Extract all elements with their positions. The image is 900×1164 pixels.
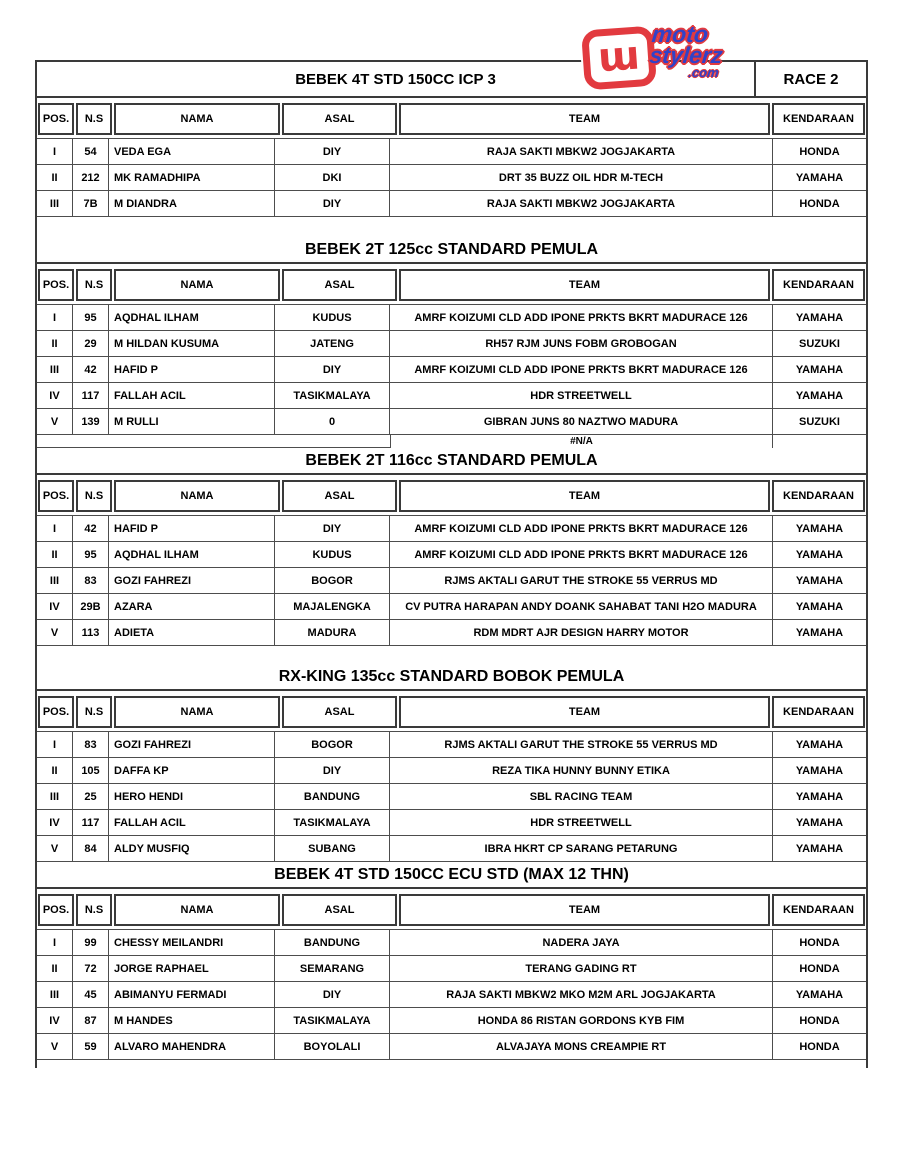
cell-kendaraan: HONDA xyxy=(773,139,866,165)
cell-team: HONDA 86 RISTAN GORDONS KYB FIM xyxy=(390,1008,773,1034)
table-row xyxy=(37,305,866,331)
table-row xyxy=(37,139,866,165)
cell-ns: 83 xyxy=(73,568,109,594)
table-body xyxy=(37,138,866,217)
column-header-kendaraan: KENDARAAN xyxy=(772,480,865,512)
table-title: BEBEK 2T 125cc STANDARD PEMULA xyxy=(37,237,866,264)
cell-pos: I xyxy=(37,305,73,331)
table-row xyxy=(37,383,866,409)
cell-kendaraan: YAMAHA xyxy=(773,568,866,594)
cell-asal: SUBANG xyxy=(275,836,390,862)
cell-nama: HAFID P xyxy=(109,516,275,542)
cell-ns: 72 xyxy=(73,956,109,982)
table-row xyxy=(37,982,866,1008)
table-title: BEBEK 2T 116cc STANDARD PEMULA xyxy=(37,448,866,475)
cell-nama: ALDY MUSFIQ xyxy=(109,836,275,862)
cell-nama: ALVARO MAHENDRA xyxy=(109,1034,275,1060)
cell-pos: IV xyxy=(37,1008,73,1034)
table-row xyxy=(37,732,866,758)
cell-ns: 95 xyxy=(73,305,109,331)
cell-team: RJMS AKTALI GARUT THE STROKE 55 VERRUS MD xyxy=(390,732,773,758)
cell-team: RDM MDRT AJR DESIGN HARRY MOTOR xyxy=(390,620,773,646)
cell-nama: VEDA EGA xyxy=(109,139,275,165)
cell-team: RAJA SAKTI MBKW2 MKO M2M ARL JOGJAKARTA xyxy=(390,982,773,1008)
cell-nama: AQDHAL ILHAM xyxy=(109,305,275,331)
column-header-ns: N.S xyxy=(76,894,112,926)
cell-ns: 87 xyxy=(73,1008,109,1034)
cell-asal: BOGOR xyxy=(275,732,390,758)
cell-kendaraan: YAMAHA xyxy=(773,982,866,1008)
cell-nama: M RULLI xyxy=(109,409,275,435)
cell-asal: KUDUS xyxy=(275,542,390,568)
cell-team: RAJA SAKTI MBKW2 JOGJAKARTA xyxy=(390,191,773,217)
cell-team: NADERA JAYA xyxy=(390,930,773,956)
cell-nama: AZARA xyxy=(109,594,275,620)
cell-pos: V xyxy=(37,1034,73,1060)
cell-asal: TASIKMALAYA xyxy=(275,1008,390,1034)
column-header-kendaraan: KENDARAAN xyxy=(772,696,865,728)
cell-pos: I xyxy=(37,139,73,165)
cell-pos: III xyxy=(37,568,73,594)
na-row xyxy=(37,435,866,448)
cell-kendaraan: SUZUKI xyxy=(773,409,866,435)
cell-pos: V xyxy=(37,620,73,646)
cell-nama: HAFID P xyxy=(109,357,275,383)
table-row xyxy=(37,191,866,217)
cell-pos: I xyxy=(37,732,73,758)
race-table-4 xyxy=(37,664,866,862)
cell-kendaraan: SUZUKI xyxy=(773,331,866,357)
cell-nama: ABIMANYU FERMADI xyxy=(109,982,275,1008)
motostylerz-m-icon xyxy=(581,26,657,91)
cell-asal: DIY xyxy=(275,357,390,383)
cell-pos: IV xyxy=(37,383,73,409)
table-row xyxy=(37,758,866,784)
column-header-kendaraan: KENDARAAN xyxy=(772,269,865,301)
table-row xyxy=(37,836,866,862)
cell-pos: I xyxy=(37,516,73,542)
race-table-2 xyxy=(37,237,866,448)
table-title: RX-KING 135cc STANDARD BOBOK PEMULA xyxy=(37,664,866,691)
cell-kendaraan: HONDA xyxy=(773,1008,866,1034)
cell-team: AMRF KOIZUMI CLD ADD IPONE PRKTS BKRT MADURACE 126 xyxy=(390,542,773,568)
cell-asal: BOGOR xyxy=(275,568,390,594)
column-header-ns: N.S xyxy=(76,480,112,512)
cell-asal: TASIKMALAYA xyxy=(275,810,390,836)
cell-pos: IV xyxy=(37,810,73,836)
column-header-row xyxy=(37,266,866,304)
table-row xyxy=(37,1008,866,1034)
logo-word-stylerz: stylerz xyxy=(648,42,724,68)
cell-asal: KUDUS xyxy=(275,305,390,331)
table-row xyxy=(37,331,866,357)
cell-asal: DIY xyxy=(275,516,390,542)
cell-ns: 59 xyxy=(73,1034,109,1060)
column-header-team: TEAM xyxy=(399,269,770,301)
column-header-pos: POS. xyxy=(38,480,74,512)
cell-kendaraan: HONDA xyxy=(773,956,866,982)
column-header-team: TEAM xyxy=(399,894,770,926)
cell-ns: 42 xyxy=(73,516,109,542)
na-empty-left xyxy=(37,435,390,448)
table-gap xyxy=(37,646,866,664)
cell-pos: IV xyxy=(37,594,73,620)
table-body xyxy=(37,304,866,435)
cell-asal: BANDUNG xyxy=(275,930,390,956)
cell-nama: FALLAH ACIL xyxy=(109,810,275,836)
cell-asal: BANDUNG xyxy=(275,784,390,810)
cell-pos: II xyxy=(37,956,73,982)
cell-ns: 25 xyxy=(73,784,109,810)
cell-nama: GOZI FAHREZI xyxy=(109,568,275,594)
race-table-5 xyxy=(37,862,866,1060)
cell-team: HDR STREETWELL xyxy=(390,383,773,409)
table-row xyxy=(37,357,866,383)
cell-asal: DIY xyxy=(275,139,390,165)
column-header-ns: N.S xyxy=(76,696,112,728)
cell-asal: DIY xyxy=(275,758,390,784)
column-header-nama: NAMA xyxy=(114,696,280,728)
cell-pos: III xyxy=(37,982,73,1008)
cell-ns: 42 xyxy=(73,357,109,383)
column-header-pos: POS. xyxy=(38,894,74,926)
cell-nama: CHESSY MEILANDRI xyxy=(109,930,275,956)
cell-nama: GOZI FAHREZI xyxy=(109,732,275,758)
cell-ns: 83 xyxy=(73,732,109,758)
column-header-pos: POS. xyxy=(38,696,74,728)
table-gap xyxy=(37,217,866,237)
cell-kendaraan: YAMAHA xyxy=(773,810,866,836)
cell-pos: II xyxy=(37,758,73,784)
cell-kendaraan: HONDA xyxy=(773,191,866,217)
cell-kendaraan: YAMAHA xyxy=(773,357,866,383)
column-header-ns: N.S xyxy=(76,103,112,135)
cell-team: SBL RACING TEAM xyxy=(390,784,773,810)
cell-asal: DIY xyxy=(275,982,390,1008)
table-row xyxy=(37,1034,866,1060)
column-header-row xyxy=(37,891,866,929)
cell-asal: DIY xyxy=(275,191,390,217)
column-header-nama: NAMA xyxy=(114,269,280,301)
cell-kendaraan: YAMAHA xyxy=(773,620,866,646)
logo-word-com: .com xyxy=(687,65,720,80)
cell-team: GIBRAN JUNS 80 NAZTWO MADURA xyxy=(390,409,773,435)
cell-ns: 45 xyxy=(73,982,109,1008)
cell-kendaraan: HONDA xyxy=(773,930,866,956)
cell-nama: M HILDAN KUSUMA xyxy=(109,331,275,357)
cell-pos: III xyxy=(37,191,73,217)
table-row xyxy=(37,784,866,810)
cell-team: RJMS AKTALI GARUT THE STROKE 55 VERRUS MD xyxy=(390,568,773,594)
column-header-row xyxy=(37,477,866,515)
column-header-asal: ASAL xyxy=(282,269,397,301)
cell-nama: M HANDES xyxy=(109,1008,275,1034)
cell-asal: SEMARANG xyxy=(275,956,390,982)
cell-nama: FALLAH ACIL xyxy=(109,383,275,409)
cell-asal: MAJALENGKA xyxy=(275,594,390,620)
column-header-pos: POS. xyxy=(38,269,74,301)
cell-ns: 212 xyxy=(73,165,109,191)
cell-pos: II xyxy=(37,165,73,191)
sheet-bottom-stub xyxy=(37,1060,866,1068)
column-header-kendaraan: KENDARAAN xyxy=(772,103,865,135)
column-header-asal: ASAL xyxy=(282,696,397,728)
cell-ns: 7B xyxy=(73,191,109,217)
cell-nama: JORGE RAPHAEL xyxy=(109,956,275,982)
cell-kendaraan: HONDA xyxy=(773,1034,866,1060)
cell-pos: III xyxy=(37,784,73,810)
race-table-3 xyxy=(37,448,866,646)
table-body xyxy=(37,731,866,862)
cell-team: IBRA HKRT CP SARANG PETARUNG xyxy=(390,836,773,862)
cell-kendaraan: YAMAHA xyxy=(773,542,866,568)
table-row xyxy=(37,594,866,620)
column-header-asal: ASAL xyxy=(282,480,397,512)
cell-asal: TASIKMALAYA xyxy=(275,383,390,409)
cell-nama: MK RAMADHIPA xyxy=(109,165,275,191)
table-row xyxy=(37,542,866,568)
logo-word-moto: moto xyxy=(650,21,710,47)
table-title: BEBEK 4T STD 150CC ECU STD (MAX 12 THN) xyxy=(37,862,866,889)
cell-pos: V xyxy=(37,836,73,862)
cell-asal: 0 xyxy=(275,409,390,435)
cell-asal: MADURA xyxy=(275,620,390,646)
logo-monogram: m xyxy=(596,36,642,86)
cell-kendaraan: YAMAHA xyxy=(773,732,866,758)
cell-kendaraan: YAMAHA xyxy=(773,594,866,620)
cell-ns: 105 xyxy=(73,758,109,784)
column-header-team: TEAM xyxy=(399,696,770,728)
cell-ns: 29 xyxy=(73,331,109,357)
cell-team: DRT 35 BUZZ OIL HDR M-TECH xyxy=(390,165,773,191)
cell-nama: M DIANDRA xyxy=(109,191,275,217)
table-row xyxy=(37,956,866,982)
cell-ns: 84 xyxy=(73,836,109,862)
cell-kendaraan: YAMAHA xyxy=(773,836,866,862)
cell-asal: JATENG xyxy=(275,331,390,357)
column-header-asal: ASAL xyxy=(282,103,397,135)
column-header-asal: ASAL xyxy=(282,894,397,926)
cell-kendaraan: YAMAHA xyxy=(773,516,866,542)
cell-ns: 139 xyxy=(73,409,109,435)
cell-pos: V xyxy=(37,409,73,435)
na-note: #N/A xyxy=(390,435,773,448)
cell-team: RH57 RJM JUNS FOBM GROBOGAN xyxy=(390,331,773,357)
cell-pos: III xyxy=(37,357,73,383)
cell-team: REZA TIKA HUNNY BUNNY ETIKA xyxy=(390,758,773,784)
logo-wordmark xyxy=(645,21,726,100)
table-body xyxy=(37,929,866,1060)
motostylerz-logo xyxy=(583,21,778,100)
column-header-pos: POS. xyxy=(38,103,74,135)
cell-kendaraan: YAMAHA xyxy=(773,305,866,331)
table-row xyxy=(37,409,866,435)
cell-kendaraan: YAMAHA xyxy=(773,784,866,810)
table-row xyxy=(37,568,866,594)
results-sheet xyxy=(35,60,868,1068)
column-header-nama: NAMA xyxy=(114,480,280,512)
race-label: RACE 2 xyxy=(754,62,866,96)
cell-pos: I xyxy=(37,930,73,956)
cell-pos: II xyxy=(37,331,73,357)
column-header-nama: NAMA xyxy=(114,103,280,135)
column-header-team: TEAM xyxy=(399,103,770,135)
cell-asal: BOYOLALI xyxy=(275,1034,390,1060)
cell-asal: DKI xyxy=(275,165,390,191)
cell-team: AMRF KOIZUMI CLD ADD IPONE PRKTS BKRT MADURACE 126 xyxy=(390,357,773,383)
table-body xyxy=(37,515,866,646)
na-empty-right xyxy=(773,435,866,448)
cell-kendaraan: YAMAHA xyxy=(773,758,866,784)
cell-ns: 54 xyxy=(73,139,109,165)
cell-kendaraan: YAMAHA xyxy=(773,383,866,409)
table-title: BEBEK 4T STD 150CC ICP 3 xyxy=(295,70,496,88)
cell-ns: 117 xyxy=(73,383,109,409)
cell-nama: AQDHAL ILHAM xyxy=(109,542,275,568)
cell-team: RAJA SAKTI MBKW2 JOGJAKARTA xyxy=(390,139,773,165)
table-row xyxy=(37,165,866,191)
cell-team: TERANG GADING RT xyxy=(390,956,773,982)
cell-kendaraan: YAMAHA xyxy=(773,165,866,191)
table-row xyxy=(37,516,866,542)
cell-nama: HERO HENDI xyxy=(109,784,275,810)
table-row xyxy=(37,930,866,956)
table-row xyxy=(37,620,866,646)
cell-ns: 95 xyxy=(73,542,109,568)
cell-nama: ADIETA xyxy=(109,620,275,646)
table-row xyxy=(37,810,866,836)
cell-team: HDR STREETWELL xyxy=(390,810,773,836)
cell-team: CV PUTRA HARAPAN ANDY DOANK SAHABAT TANI H2O MADURA xyxy=(390,594,773,620)
cell-ns: 99 xyxy=(73,930,109,956)
cell-team: AMRF KOIZUMI CLD ADD IPONE PRKTS BKRT MADURACE 126 xyxy=(390,516,773,542)
cell-team: AMRF KOIZUMI CLD ADD IPONE PRKTS BKRT MADURACE 126 xyxy=(390,305,773,331)
cell-pos: II xyxy=(37,542,73,568)
cell-ns: 117 xyxy=(73,810,109,836)
cell-ns: 29B xyxy=(73,594,109,620)
column-header-kendaraan: KENDARAAN xyxy=(772,894,865,926)
cell-team: ALVAJAYA MONS CREAMPIE RT xyxy=(390,1034,773,1060)
cell-ns: 113 xyxy=(73,620,109,646)
column-header-row xyxy=(37,693,866,731)
cell-nama: DAFFA KP xyxy=(109,758,275,784)
column-header-nama: NAMA xyxy=(114,894,280,926)
column-header-team: TEAM xyxy=(399,480,770,512)
column-header-ns: N.S xyxy=(76,269,112,301)
column-header-row xyxy=(37,100,866,138)
